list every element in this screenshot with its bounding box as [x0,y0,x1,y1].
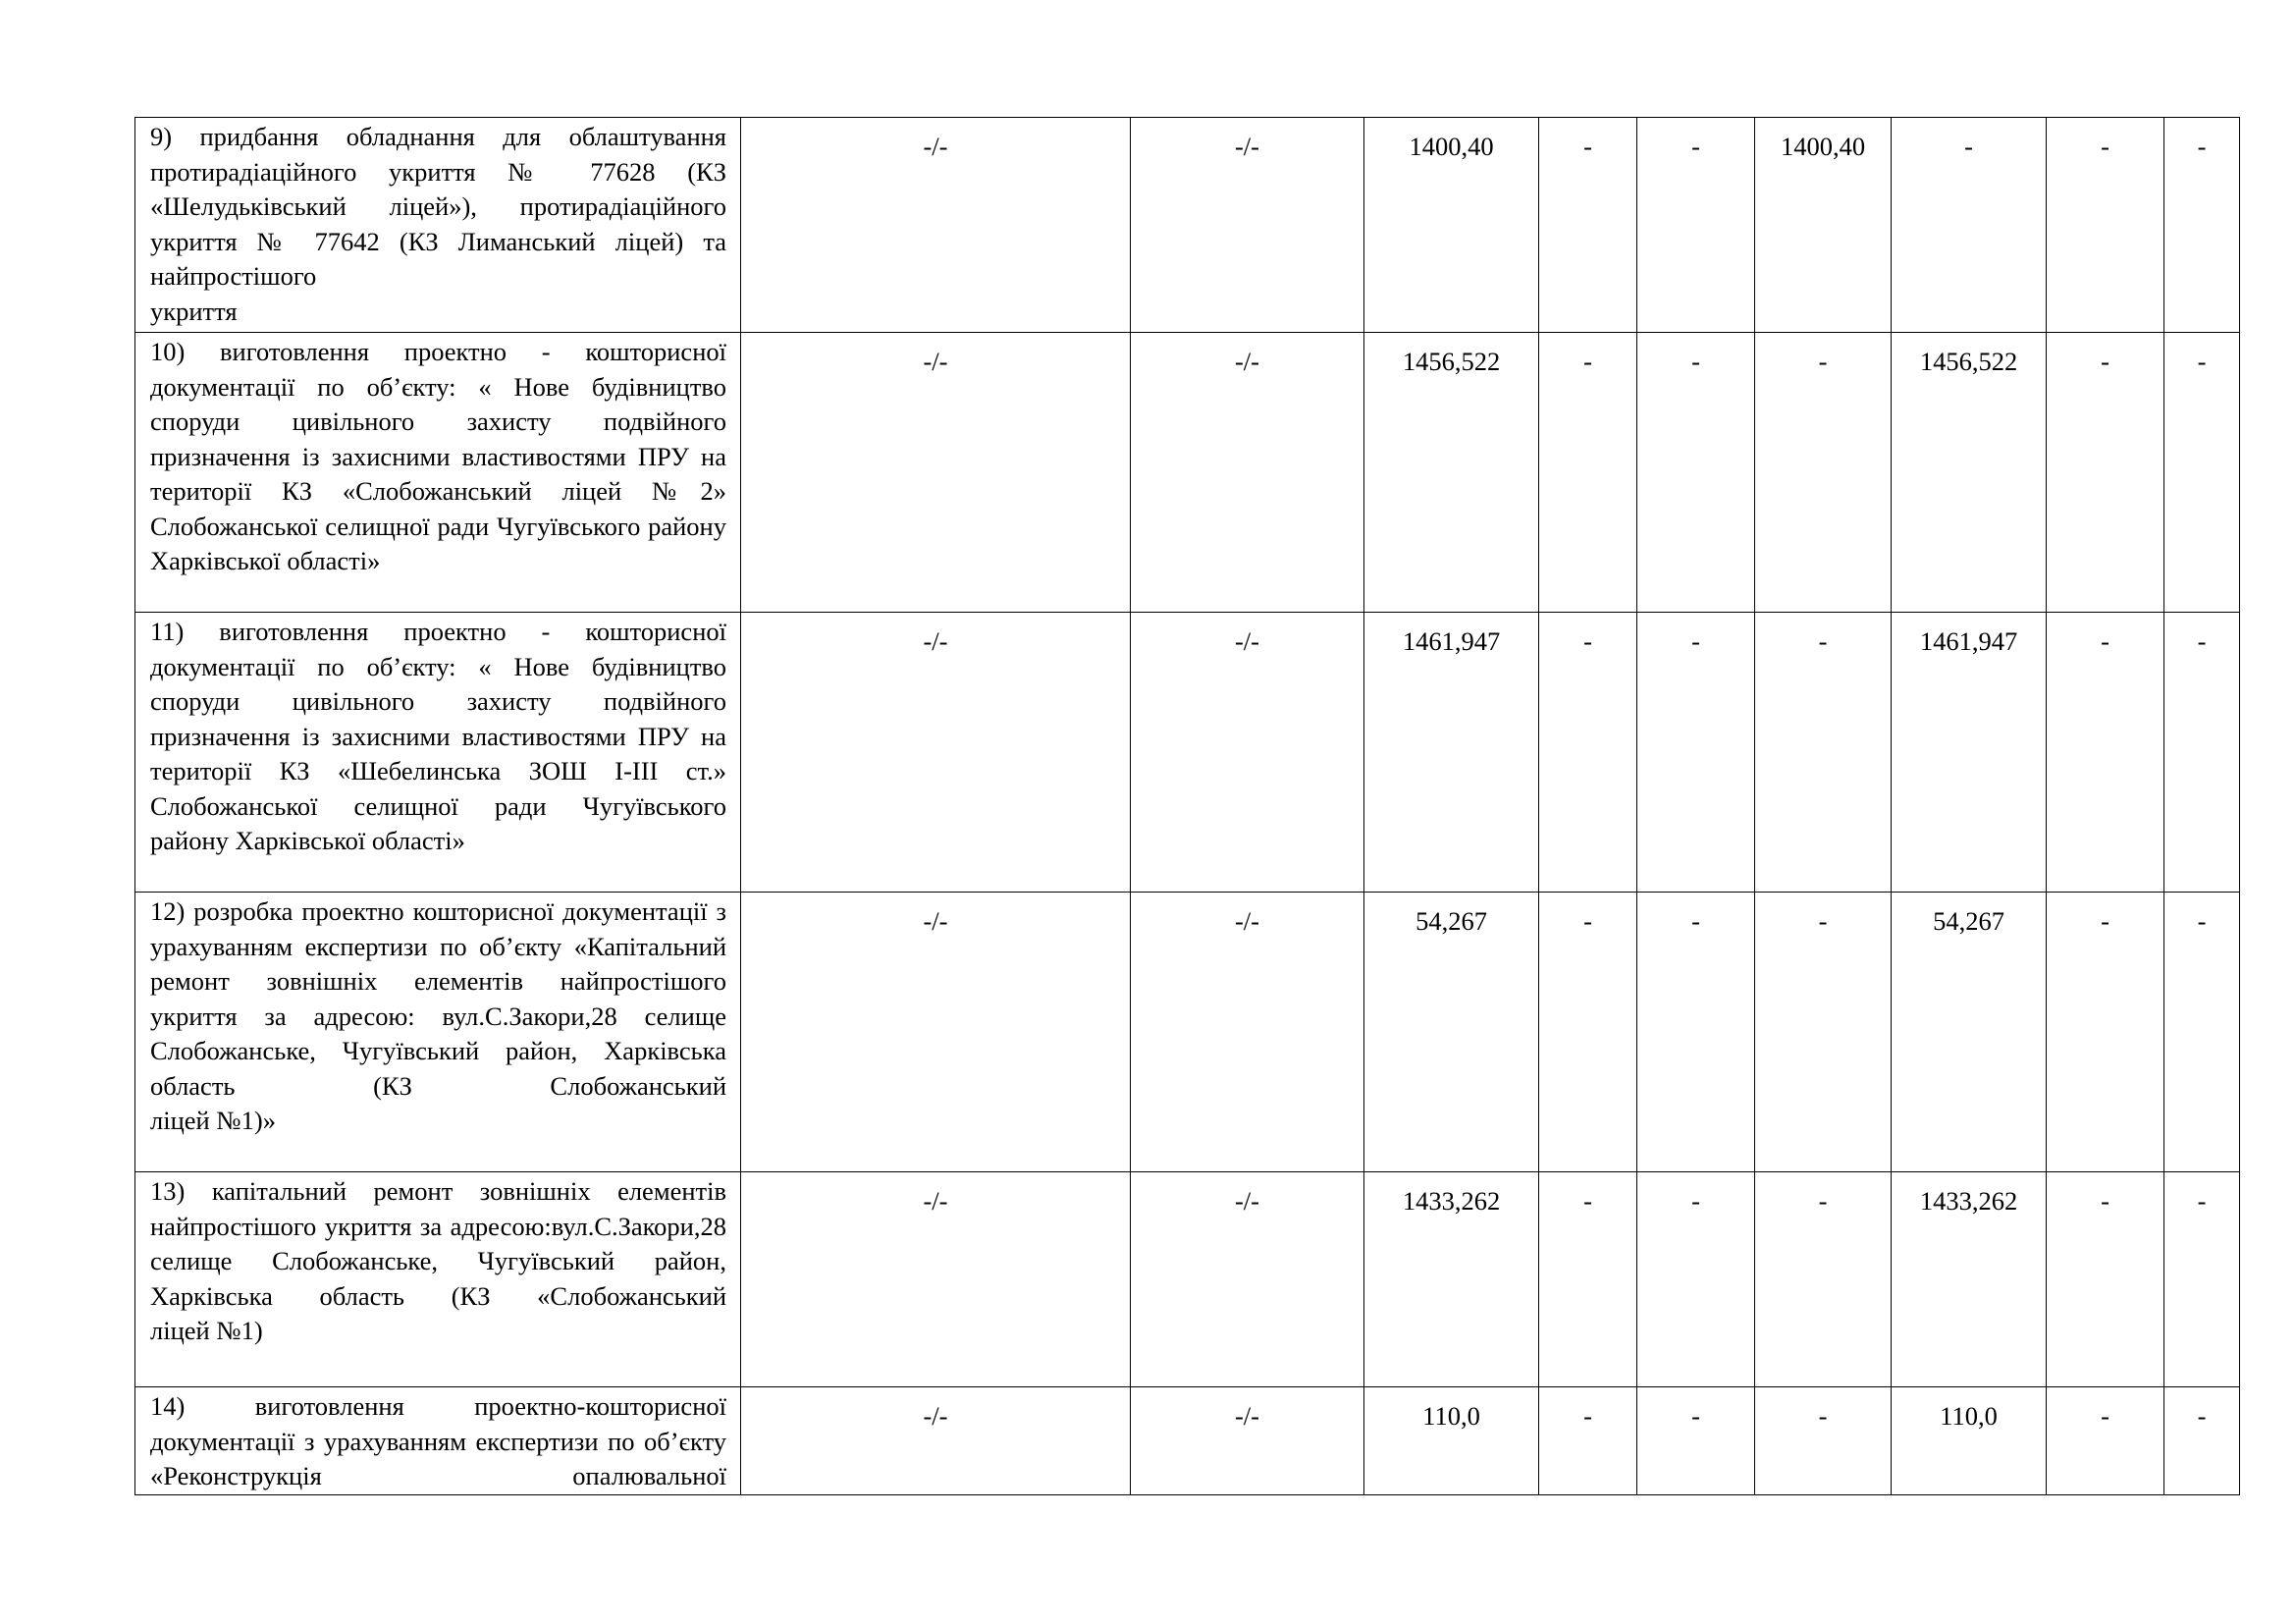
table-cell: -/- [1131,1387,1364,1495]
table-cell: - [1755,1387,1892,1495]
table-row [135,118,2240,333]
table-cell: -/- [741,333,1131,613]
table-row [135,893,2240,1172]
table-cell: 1461,947 [1364,613,1539,893]
table-cell: - [1539,893,1637,1172]
table-cell: - [2047,893,2164,1172]
table-cell: - [1539,118,1637,333]
table-cell: - [1755,893,1892,1172]
row-description: 12) розробка проектно кошторисної документації з урахуванням експертизи по об’єкту «Капітальний ремонт зовнішніх елементів найпростішого укриття за адресою: вул.С.Закори,28 селище Слобожанське, Чугуївський район, Харківська область (КЗ Слобожанський ліцей №1)» [135,893,741,1172]
table-cell: - [1637,1387,1755,1495]
table-cell: 1400,40 [1364,118,1539,333]
table-cell: -/- [741,1387,1131,1495]
table-cell: - [2047,333,2164,613]
table-cell: - [2164,333,2240,613]
table-cell: 1461,947 [1892,613,2047,893]
table-cell: 1433,262 [1892,1172,2047,1387]
table-cell: -/- [1131,1172,1364,1387]
table-cell: - [1539,613,1637,893]
table-cell: - [2164,893,2240,1172]
table-cell: -/- [741,613,1131,893]
table-cell: - [2047,118,2164,333]
row-description: 13) капітальний ремонт зовнішніх елементів найпростішого укриття за адресою:вул.С.Закори,28 селище Слобожанське, Чугуївський район, Харківська область (КЗ «Слобожанський ліцей №1) [135,1172,741,1387]
table-cell: - [1755,333,1892,613]
table-row [135,613,2240,893]
table-cell: -/- [1131,118,1364,333]
row-description: 10) виготовлення проектно - кошторисної документації по об’єкту: « Нове будівництво споруди цивільного захисту подвійного призначення із захисними властивостями ПРУ на території КЗ «Слобожанський ліцей №2» Слобожанської селищної ради Чугуївського району Харківської області» [135,333,741,613]
table-row [135,1387,2240,1495]
table-cell: - [2164,118,2240,333]
table-cell: - [2164,1387,2240,1495]
table-cell: -/- [741,1172,1131,1387]
table-cell: - [1539,1172,1637,1387]
table-cell: 1433,262 [1364,1172,1539,1387]
row-description: 9) придбання обладнання для облаштування протирадіаційного укриття № 77628 (КЗ «Шелудьківський ліцей»), протирадіаційного укриття № 77642 (КЗ Лиманський ліцей) та найпростішого укриття [135,118,741,333]
table-cell: 110,0 [1892,1387,2047,1495]
table-cell: - [1637,613,1755,893]
row-description: 14) виготовлення проектно-кошторисної документації з урахуванням експертизи по об’єкту «Реконструкція опалювальної [135,1387,741,1495]
table-cell: - [2047,613,2164,893]
table-cell: -/- [741,118,1131,333]
row-description: 11) виготовлення проектно - кошторисної документації по об’єкту: « Нове будівництво споруди цивільного захисту подвійного призначення із захисними властивостями ПРУ на території КЗ «Шебелинська ЗОШ І-ІІІ ст.» Слобожанської селищної ради Чугуївського району Харківської області» [135,613,741,893]
table-cell: 110,0 [1364,1387,1539,1495]
table-row [135,1172,2240,1387]
table-cell: -/- [1131,893,1364,1172]
table-cell: -/- [1131,613,1364,893]
budget-table [134,117,2240,1495]
table-cell: 1400,40 [1755,118,1892,333]
table-cell: 1456,522 [1892,333,2047,613]
table-cell: - [1637,1172,1755,1387]
table-cell: 54,267 [1892,893,2047,1172]
table-cell: - [2164,613,2240,893]
table-cell: - [2047,1387,2164,1495]
table-cell: 54,267 [1364,893,1539,1172]
table-cell: - [1637,118,1755,333]
table-cell: - [1539,333,1637,613]
table-cell: - [1637,333,1755,613]
table-cell: - [2164,1172,2240,1387]
table-row [135,333,2240,613]
table-cell: - [1755,1172,1892,1387]
table-cell: 1456,522 [1364,333,1539,613]
table-cell: -/- [741,893,1131,1172]
table-cell: - [2047,1172,2164,1387]
table-cell: - [1755,613,1892,893]
table-cell: -/- [1131,333,1364,613]
table-cell: - [1892,118,2047,333]
table-cell: - [1539,1387,1637,1495]
table-cell: - [1637,893,1755,1172]
